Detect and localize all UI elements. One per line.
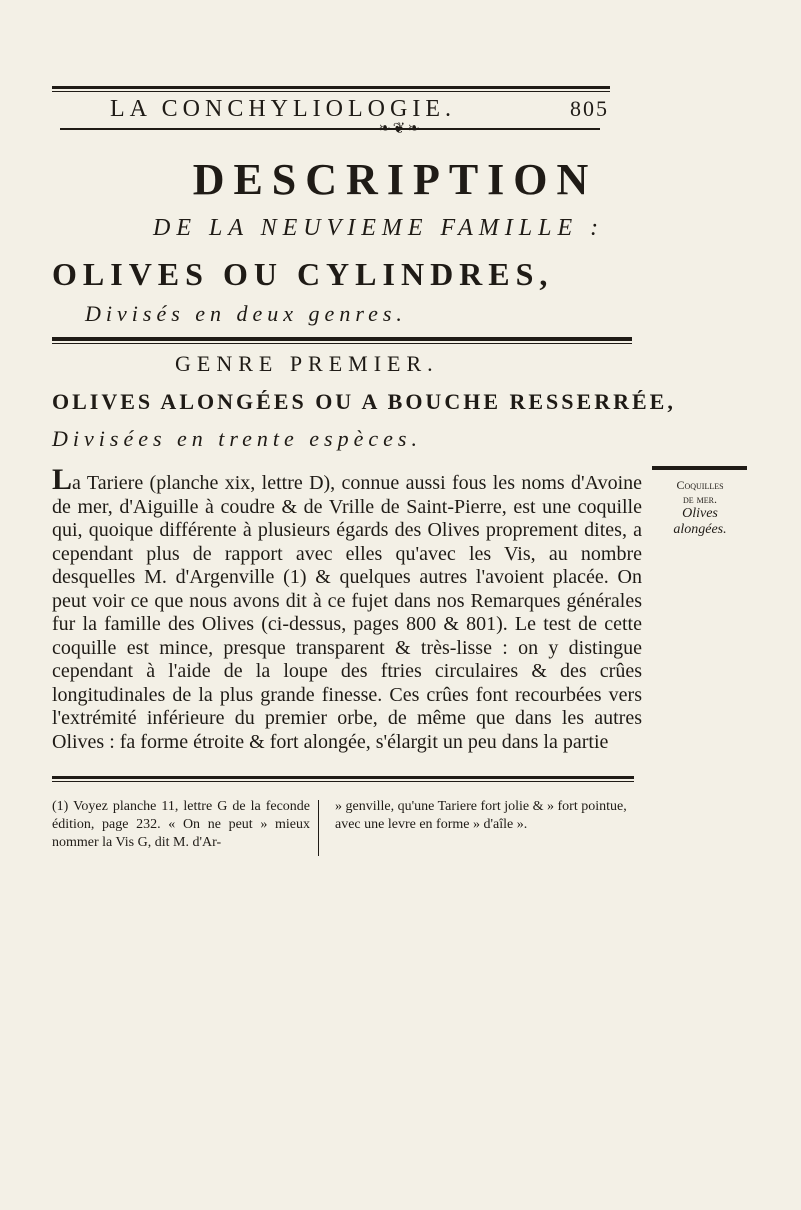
top-rule-thin — [52, 91, 610, 92]
page-number: 805 — [570, 96, 609, 121]
genre-subtitle: OLIVES ALONGÉES OU A BOUCHE RESSERRÉE, — [52, 389, 676, 414]
margin-rule — [652, 466, 747, 470]
body-text: a Tariere (planche xix, lettre D), connue aussi fous les noms d'Avoine de mer, d'Aiguille à coudre & de Vrille de Saint-Pierre, est une coquille qui, quoique différente à plusieurs égards des Olives proprement dites, a cependant plus de rapport avec elles qu'avec les Vis, au nombre desquelles M. d'Argenville (1) & quelques autres l'avoient placée. On peut voir ce que nous avons dit à ce fujet dans nos Remarques générales fur la famille des Olives (ci-dessus, pages 800 & 801). Le test de cette coquille est mince, presque transparent & très-lisse : on y distingue cependant à l'aide de la loupe des ftries circulaires & des crûes longitudinales de la plus grande finesse. Ces crûes font recourbées vers l'extrémité inférieure du premier orbe, de même que dans les autres Olives : fa forme étroite & fort alongée, s'élargit un peu dans la partie — [52, 472, 642, 753]
footnote-rule-thick — [52, 776, 634, 779]
top-rule-thick — [52, 86, 610, 89]
section-rule-thick — [52, 337, 632, 341]
genre-heading: GENRE PREMIER. — [175, 351, 439, 376]
margin-note-line4: alongées. — [673, 522, 727, 537]
header-ornament: ❧❦❧ — [378, 121, 422, 137]
family-heading: OLIVES OU CYLINDRES, — [52, 256, 554, 292]
body-paragraph — [52, 463, 642, 754]
division-note: Divisés en deux genres. — [85, 301, 407, 326]
margin-note-line1: Coquilles — [676, 478, 724, 492]
footnote-right: » genville, qu'une Tariere fort jolie & » fort pointue, avec une levre en forme » d'aîle ». — [335, 799, 627, 832]
margin-note-line3: Olives — [682, 506, 718, 521]
footnote-rule-thin — [52, 781, 634, 782]
running-title: LA CONCHYLIOLOGIE. — [110, 96, 456, 122]
margin-note — [650, 478, 750, 538]
footnote-left: (1) Voyez planche 11, lettre G de la feconde édition, page 232. « On ne peut » mieux nommer la Vis G, dit M. d'Ar- — [52, 799, 310, 850]
page-title: DESCRIPTION — [192, 155, 598, 204]
section-rule-thin — [52, 343, 632, 344]
margin-note-line2: de mer. — [683, 492, 717, 506]
drop-cap: L — [52, 463, 73, 496]
family-subtitle: DE LA NEUVIEME FAMILLE : — [153, 215, 605, 241]
footnote-column-divider — [318, 800, 319, 856]
species-count: Divisées en trente espèces. — [52, 426, 422, 451]
